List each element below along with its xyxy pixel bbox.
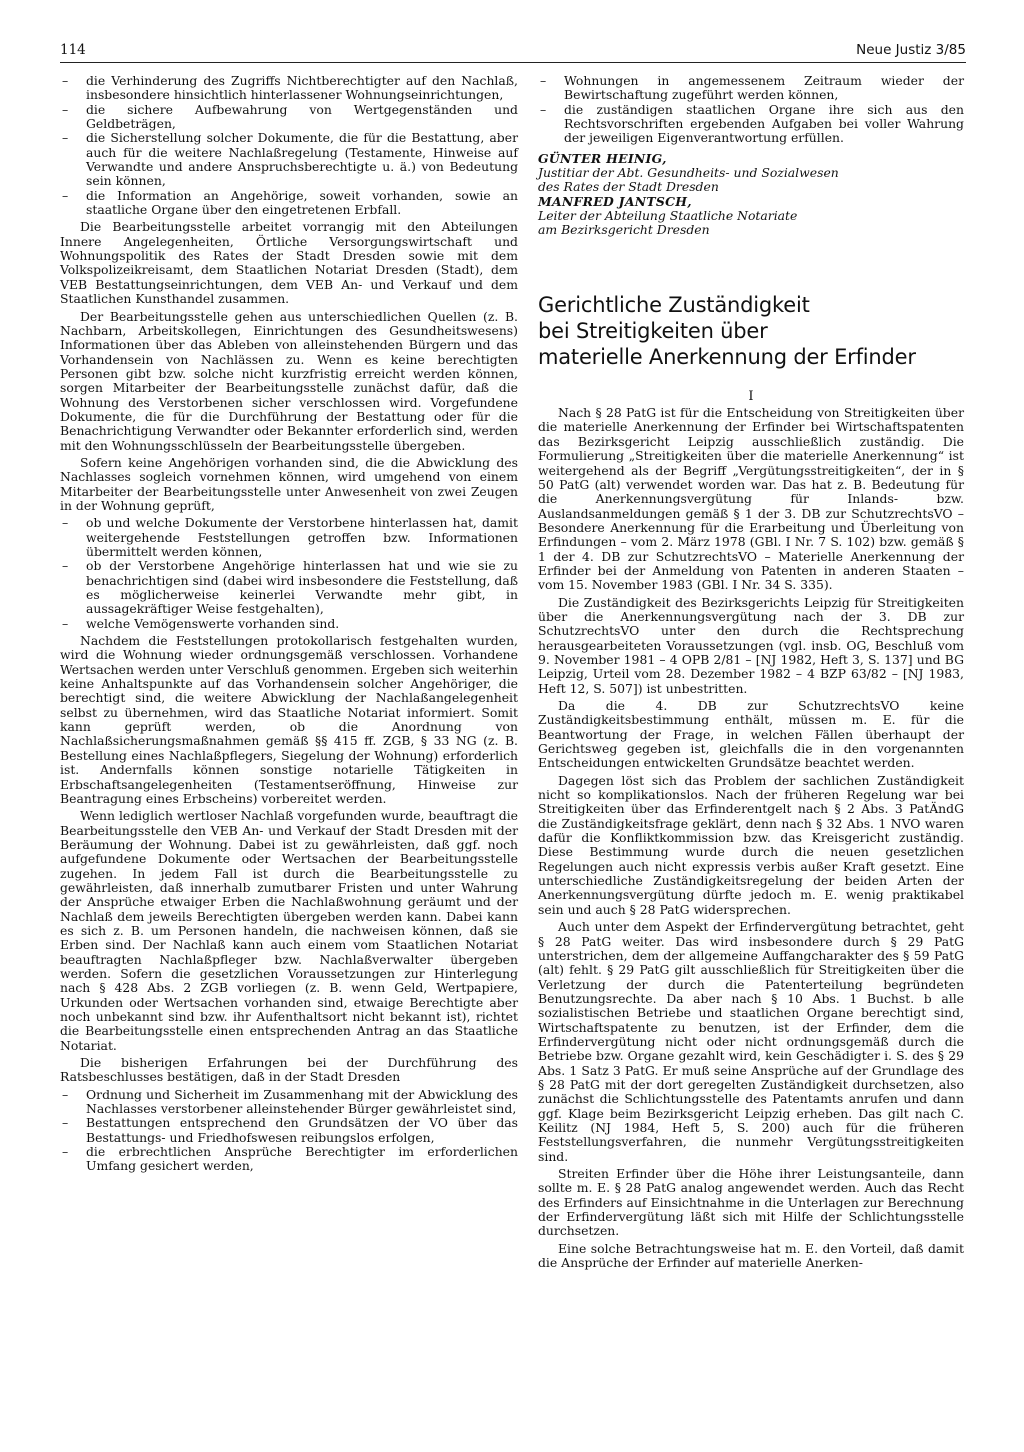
- journal-issue: Neue Justiz 3/85: [856, 42, 966, 58]
- page-header: [60, 42, 966, 63]
- paragraph: Da die 4. DB zur SchutzrechtsVO keine Zuständigkeitsbestimmung enthält, müssen m. E. für die Beantwortung der Frage, in welchen Fällen überhaupt der Gerichtsweg gegeben ist, gleichfalls die in den vorgenannten Entscheidungen entwickelten Grundsätze beachtet werden.: [538, 698, 964, 771]
- paragraph: Die Bearbeitungsstelle arbeitet vorrangig mit den Abteilungen Innere Angelegenheiten, Örtliche Versorgungswirtschaft und Wohnungspolitik des Rates der Stadt Dresden sowie mit dem Volkspolizeikreisamt, dem Staatlichen Notariat Dresden (Stadt), dem VEB Bestattungseinrichtungen, dem VEB An- und Verkauf und dem Staatlichen Kunsthandel zusammen.: [60, 219, 518, 307]
- list-item: – die Sicherstellung solcher Dokumente, die für die Bestattung, aber auch für die weitere Nachlaßregelung (Testamente, Hinweise auf Verwandte und andere Anspruchsberechtigte u. ä.) von Bedeutung sein können,: [60, 131, 518, 188]
- author-name: GÜNTER HEINIG,: [538, 150, 667, 166]
- author-signature: [538, 152, 964, 238]
- paragraph: Dagegen löst sich das Problem der sachlichen Zuständigkeit nicht so komplikationslos. Nach der früheren Regelung war bei Streitigkeiten über das Erfinderentgelt nach § 2 Abs. 3 PatÄndG die Zuständigkeitsfrage geklärt, denn nach § 32 Abs. 1 NVO waren dafür die Konfliktkommission bzw. das Kreisgericht zuständig. Diese Bestimmung wurde durch die neuen gesetzlichen Regelungen auch nicht expressis verbis außer Kraft gesetzt. Eine unterschiedliche Zuständigkeitsregelung der beiden Arten der Anerkennungsvergütung dürfte jedoch m. E. wenig praktikabel sein und auch § 28 PatG widersprechen.: [538, 772, 964, 917]
- right-list-1: [538, 74, 964, 146]
- paragraph: Eine solche Betrachtungsweise hat m. E. den Vorteil, daß damit die Ansprüche der Erfinder auf materielle Anerken-: [538, 1240, 964, 1271]
- list-item: – ob und welche Dokumente der Verstorbene hinterlassen hat, damit weitergehende Feststellungen getroffen bzw. Informationen übermittelt werden können,: [60, 516, 518, 559]
- author-role: des Rates der Stadt Dresden: [538, 179, 719, 195]
- list-item: – Wohnungen in angemessenem Zeitraum wieder der Bewirtschaftung zugeführt werden können,: [538, 74, 964, 103]
- paragraph: Nachdem die Feststellungen protokollarisch festgehalten wurden, wird die Wohnung wieder ordnungsgemäß verschlossen. Vorhandene Wertsachen werden unter Verschluß genommen. Ergeben sich weiterhin keine Anhaltspunkte auf das Vorhandensein solcher Angehöriger, die berechtigt sind, die weitere Abwicklung der Nachlaßangelegenheit selbst zu übernehmen, wird das Staatliche Notariat informiert. Somit kann geprüft werden, ob die Anordnung von Nachlaßsicherungsmaßnahmen gemäß §§ 415 ff. ZGB, § 33 NG (z. B. Bestellung eines Nachlaßpflegers, Siegelung der Wohnung) erforderlich ist. Andernfalls können sonstige notarielle Tätigkeiten in Erbschaftsangelegenheiten (Testamentseröffnung, Hinweise zur Beantragung eines Erbscheins) vorbereitet werden.: [60, 633, 518, 806]
- article-title-line: Gerichtliche Zuständigkeit: [538, 292, 810, 317]
- list-item: – die erbrechtlichen Ansprüche Berechtigter im erforderlichen Umfang gesichert werden,: [60, 1145, 518, 1174]
- list-item: – die sichere Aufbewahrung von Wertgegenständen und Geldbeträgen,: [60, 103, 518, 132]
- left-column: [60, 74, 518, 1177]
- paragraph: Auch unter dem Aspekt der Erfindervergütung betrachtet, geht § 28 PatG weiter. Das wird insbesondere durch § 29 PatG unterstrichen, dem der allgemeine Auffangcharakter des § 59 PatG (alt) fehlt. § 29 PatG gilt ausschließlich für Streitigkeiten über die Verletzung der durch die Patenterteilung begründeten Benutzungsrechte. Da aber nach § 10 Abs. 1 Buchst. b alle sozialistischen Betriebe und staatlichen Organe berechtigt sind, Wirtschaftspatente zu benutzen, ist der Erfinder, dem die Erfindervergütung nicht oder nicht ordnungsgemäß durch die Betriebe bzw. Organe gezahlt wird, kein Geschädigter i. S. des § 29 Abs. 1 Satz 3 PatG. Er muß seine Ansprüche auf der Grundlage des § 28 PatG mit der dort geregelten Zuständigkeit durchsetzen, also zunächst die Schlichtungsstelle des Patentamts anrufen und dann ggf. Klage beim Bezirksgericht Leipzig erheben. Das gilt nach C. Keilitz (NJ 1984, Heft 5, S. 200) auch für die früheren Feststellungsverfahren, die nunmehr Vergütungsstreitigkeiten sind.: [538, 919, 964, 1164]
- article-title-line: bei Streitigkeiten über: [538, 318, 768, 343]
- author-role: am Bezirksgericht Dresden: [538, 222, 710, 238]
- list-item: – die Verhinderung des Zugriffs Nichtberechtigter auf den Nachlaß, insbesondere hinsichtlich hinterlassener Wohnungseinrichtungen,: [60, 74, 518, 103]
- paragraph: Die bisherigen Erfahrungen bei der Durchführung des Ratsbeschlusses bestätigen, daß in der Stadt Dresden: [60, 1055, 518, 1085]
- left-list-3: [60, 1088, 518, 1174]
- list-item: – ob der Verstorbene Angehörige hinterlassen hat und wie sie zu benachrichtigen sind (dabei wird insbesondere die Feststellung, daß es möglicherweise keinerlei Verwandte mehr gibt, in aussagekräftiger Weise festgehalten),: [60, 559, 518, 616]
- list-item: – Bestattungen entsprechend den Grundsätzen der VO über das Bestattungs- und Friedhofswesen reibungslos erfolgen,: [60, 1116, 518, 1145]
- article-title-line: materielle Anerkennung der Erfinder: [538, 344, 916, 369]
- list-item: – die zuständigen staatlichen Organe ihre sich aus den Rechtsvorschriften ergebenden Aufgaben bei voller Wahrung der jeweiligen Eigenverantwortung erfüllen.: [538, 103, 964, 146]
- paragraph: Nach § 28 PatG ist für die Entscheidung von Streitigkeiten über die materielle Anerkennung der Erfinder bei Wirtschaftspatenten das Bezirksgericht Leipzig ausschließlich zuständig. Die Formulierung „Streitigkeiten über die materielle Anerkennung“ ist weitergehend als der Begriff „Vergütungsstreitigkeiten“, der in § 50 PatG (alt) verwendet worden war. Das hat z. B. Bedeutung für die Anerkennungsvergütung für Inlands- bzw. Auslandsanmeldungen gemäß § 1 der 3. DB zur SchutzrechtsVO – Besondere Anerkennung für die Erarbeitung und Überleitung von Erfindungen – vom 2. März 1978 (GBl. I Nr. 7 S. 102) bzw. gemäß § 1 der 4. DB zur SchutzrechtsVO – Materielle Anerkennung der Erfinder bei der Anmeldung von Patenten in anderen Staaten – vom 15. November 1983 (GBl. I Nr. 34 S. 335).: [538, 405, 964, 593]
- left-list-1: [60, 74, 518, 217]
- paragraph: Die Zuständigkeit des Bezirksgerichts Leipzig für Streitigkeiten über die Anerkennungsvergütung nach der 3. DB zur SchutzrechtsVO unter den durch die Rechtsprechung herausgearbeiteten Voraussetzungen (vgl. insb. OG, Beschluß vom 9. November 1981 – 4 OPB 2/81 – [NJ 1982, Heft 3, S. 137] und BG Leipzig, Urteil vom 28. Dezember 1982 – 4 BZP 63/82 – [NJ 1983, Heft 12, S. 507]) ist unbestritten.: [538, 594, 964, 696]
- list-item: – die Information an Angehörige, soweit vorhanden, sowie an staatliche Organe über den eingetretenen Erbfall.: [60, 189, 518, 218]
- paragraph: Der Bearbeitungsstelle gehen aus unterschiedlichen Quellen (z. B. Nachbarn, Arbeitskollegen, Einrichtungen des Gesundheitswesens) Informationen über das Ableben von alleinstehenden Bürgern und das Vorhandensein von Nachlässen zu. Wenn es keine berechtigten Personen gibt bzw. solche nicht kurzfristig erreicht werden können, sorgen Mitarbeiter der Bearbeitungsstelle zunächst dafür, daß die Wohnung des Verstorbenen sicher verschlossen wird. Vorgefundene Dokumente, die für die Durchführung der Bestattung oder für die Benachrichtigung Verwandter oder Bekannter erforderlich sind, werden mit den Wohnungsschlüsseln der Bearbeitungsstelle übergeben.: [60, 308, 518, 453]
- author-role: Leiter der Abteilung Staatliche Notariate: [538, 208, 798, 224]
- page-number: 114: [60, 42, 86, 58]
- author-name: MANFRED JANTSCH,: [538, 193, 692, 209]
- paragraph: Streiten Erfinder über die Höhe ihrer Leistungsanteile, dann sollte m. E. § 28 PatG analog angewendet werden. Auch das Recht des Erfinders auf Einsichtnahme in die Unterlagen zur Berechnung der Erfindervergütung läßt sich mit Hilfe der Schlichtungsstelle durchsetzen.: [538, 1166, 964, 1239]
- paragraph: Sofern keine Angehörigen vorhanden sind, die die Abwicklung des Nachlasses sogleich vornehmen können, wird umgehend von einem Mitarbeiter der Bearbeitungsstelle unter Anwesenheit von zwei Zeugen in der Wohnung geprüft,: [60, 454, 518, 513]
- section-number: I: [748, 388, 754, 404]
- left-list-2: [60, 516, 518, 631]
- paragraph: Wenn lediglich wertloser Nachlaß vorgefunden wurde, beauftragt die Bearbeitungsstelle den VEB An- und Verkauf der Stadt Dresden mit der Beräumung der Wohnung. Dabei ist zu gewährleisten, daß ggf. noch aufgefundene Dokumente oder Wertsachen der Bearbeitungsstelle zugehen. In jedem Fall ist durch die Bearbeitungsstelle zu gewährleisten, daß innerhalb zumutbarer Fristen und unter Wahrung der Ansprüche etwaiger Erben die Nachlaßwohnung geräumt und der Nachlaß dem jeweils Berechtigten übergeben werden kann. Dabei kann es sich z. B. um Personen handeln, die nachweisen können, daß sie Erben sind. Der Nachlaß kann auch einem vom Staatlichen Notariat beauftragten Nachlaßpfleger bzw. Nachlaßverwalter übergeben werden. Sofern die gesetzlichen Voraussetzungen zur Hinterlegung nach § 428 Abs. 2 ZGB vorliegen (z. B. wenn Geld, Wertpapiere, Urkunden oder Wertsachen vorhanden sind, etwaige Berechtigte aber noch unbekannt sind bzw. ihr Aufenthaltsort nicht bekannt ist), richtet die Bearbeitungsstelle einen entsprechenden Antrag an das Staatliche Notariat.: [60, 808, 519, 1053]
- article-title: [538, 292, 964, 370]
- list-item: – Ordnung und Sicherheit im Zusammenhang mit der Abwicklung des Nachlasses verstorbener alleinstehender Bürger gewährleistet sind,: [60, 1088, 518, 1117]
- author-role: Justitiar der Abt. Gesundheits- und Sozialwesen: [538, 165, 839, 181]
- list-item: – welche Vemögenswerte vorhanden sind.: [60, 617, 518, 631]
- right-column: [538, 74, 964, 1273]
